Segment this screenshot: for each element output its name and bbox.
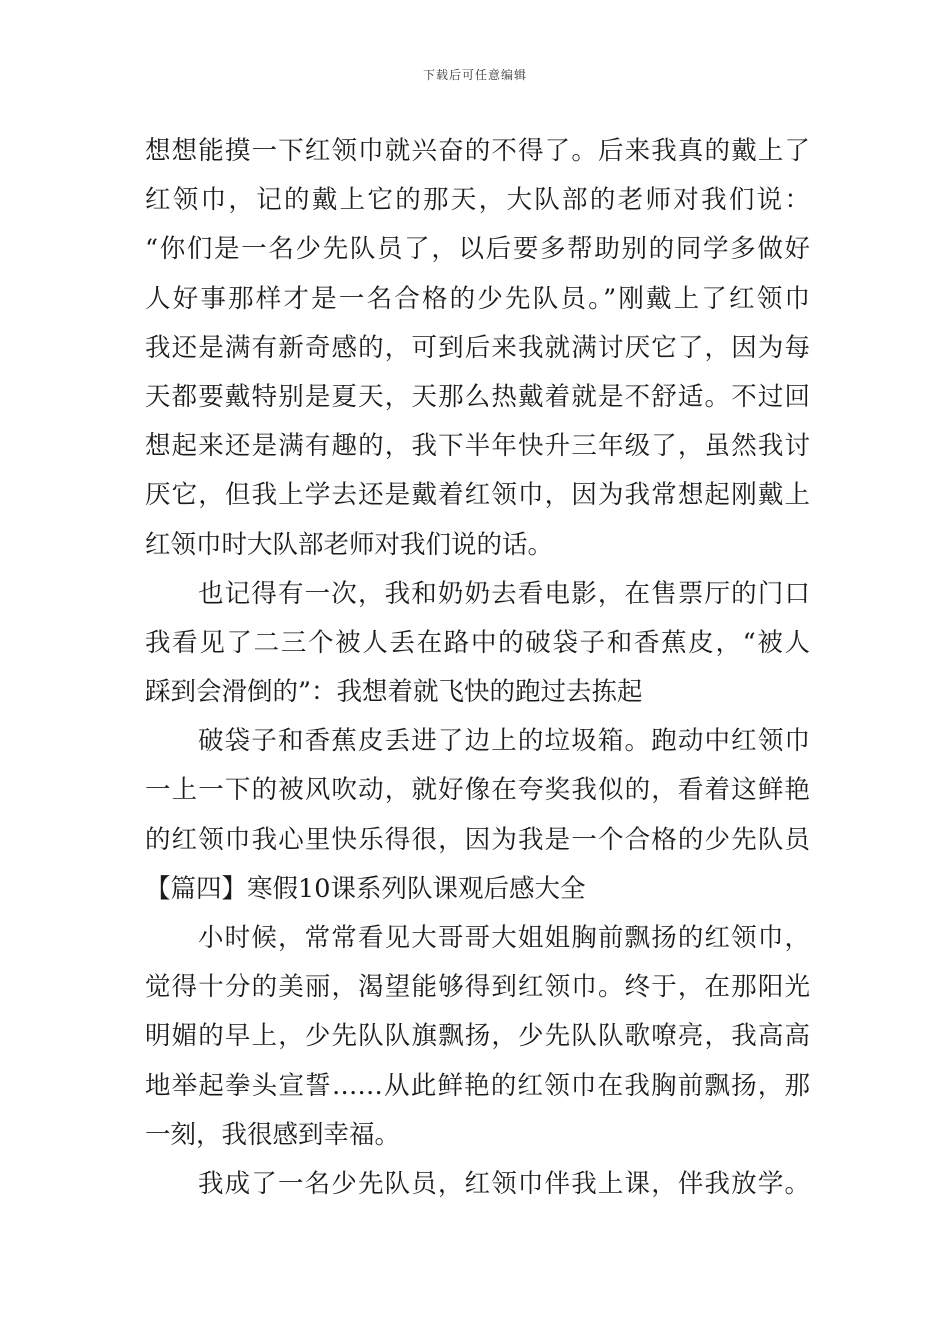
text-line: 红领巾，记的戴上它的那天，大队部的老师对我们说： — [145, 185, 810, 216]
text-line: 一刻，我很感到幸福。 — [145, 1119, 401, 1150]
text-line: 想起来还是满有趣的，我下半年快升三年级了，虽然我讨 — [145, 431, 810, 462]
text-line: 我看见了二三个被人丢在路中的破袋子和香蕉皮，“被人 — [145, 627, 810, 658]
document-body — [145, 127, 810, 1209]
text-line: 的红领巾我心里快乐得很，因为我是一个合格的少先队员 — [145, 824, 810, 855]
text-line: 一上一下的被风吹动，就好像在夸奖我似的，看着这鲜艳 — [145, 775, 810, 806]
text-line: 我还是满有新奇感的，可到后来我就满讨厌它了，因为每 — [145, 332, 810, 363]
text-line: 想想能摸一下红领巾就兴奋的不得了。后来我真的戴上了 — [145, 136, 810, 166]
text-line: 我成了一名少先队员，红领巾伴我上课，伴我放学。 — [198, 1168, 810, 1199]
text-line: “你们是一名少先队员了，以后要多帮助别的同学多做好 — [145, 234, 810, 265]
text-line: 厌它，但我上学去还是戴着红领巾，因为我常想起刚戴上 — [145, 480, 810, 511]
text-line: 破袋子和香蕉皮丢进了边上的垃圾箱。跑动中红领巾 — [198, 726, 810, 757]
text-line: 红领巾时大队部老师对我们说的话。 — [145, 529, 554, 560]
text-line: 觉得十分的美丽，渴望能够得到红领巾。终于，在那阳光 — [145, 972, 810, 1003]
text-line: 人好事那样才是一名合格的少先队员。”刚戴上了红领巾 — [145, 283, 810, 314]
text-line: 明媚的早上，少先队队旗飘扬，少先队队歌嘹亮，我高高 — [145, 1021, 810, 1052]
text-line: 天都要戴特别是夏天，天那么热戴着就是不舒适。不过回 — [145, 381, 810, 412]
text-line: 小时候，常常看见大哥哥大姐姐胸前飘扬的红领巾， — [198, 923, 810, 953]
page-header: 下载后可任意编辑 — [422, 68, 527, 82]
text-line: 也记得有一次，我和奶奶去看电影，在售票厅的门口 — [198, 578, 810, 609]
text-line: 地举起拳头宣誓……从此鲜艳的红领巾在我胸前飘扬，那 — [145, 1070, 810, 1101]
text-line: 踩到会滑倒的”：我想着就飞快的跑过去拣起 — [145, 677, 643, 708]
section-heading: 【篇四】寒假10课系列队课观后感大全 — [145, 873, 586, 904]
